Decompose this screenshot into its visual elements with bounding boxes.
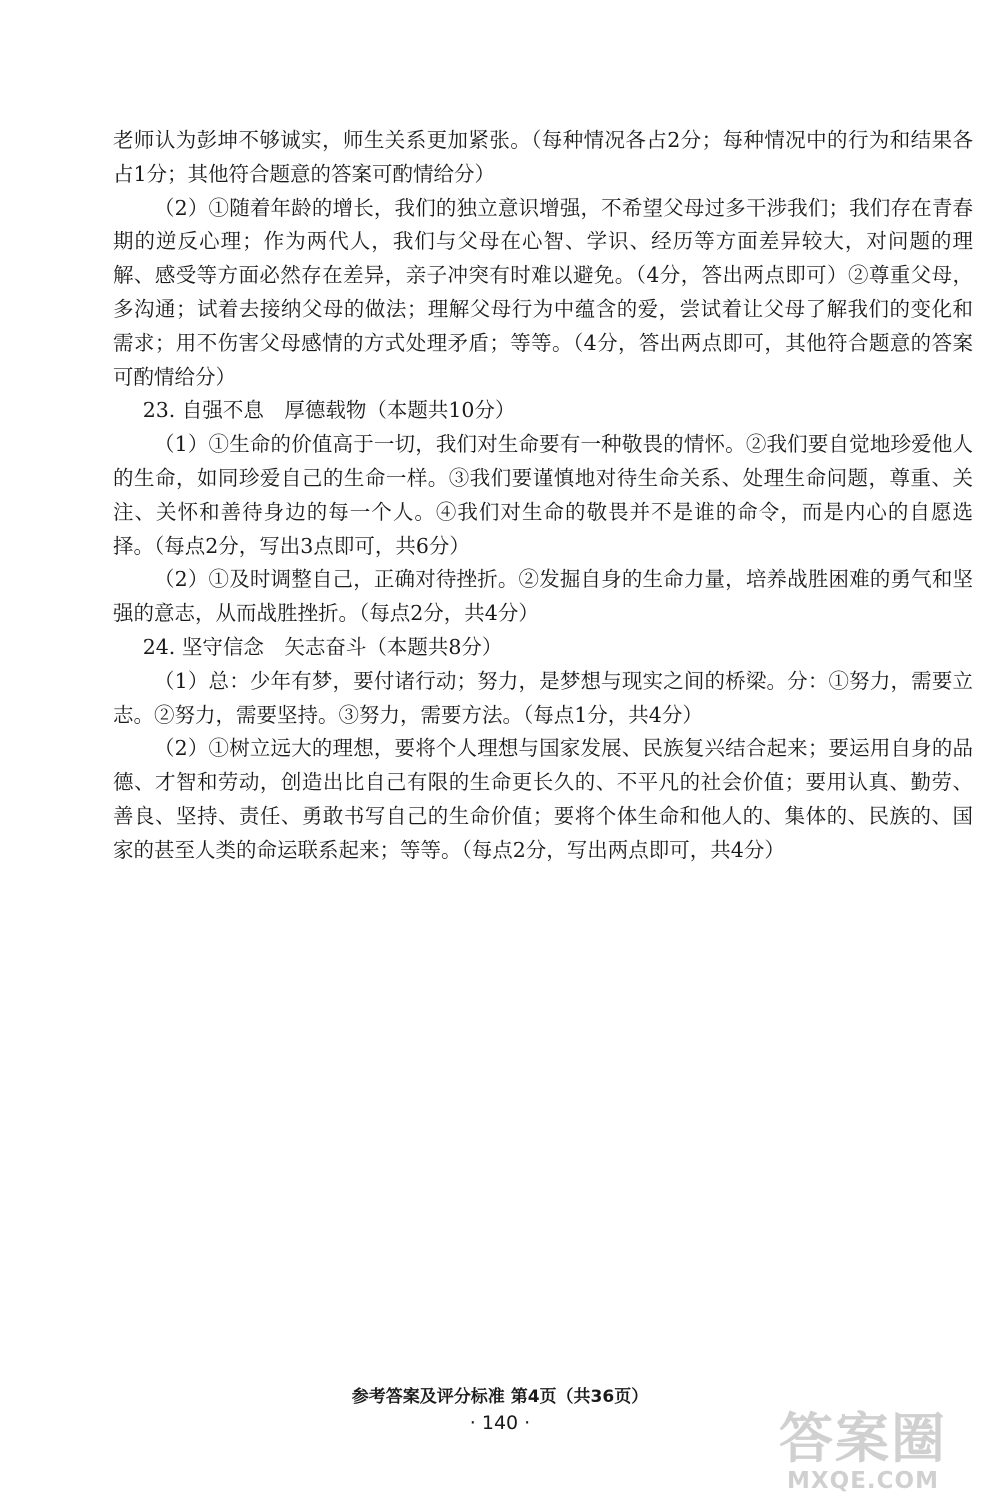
watermark-url: MXQE.COM: [787, 1468, 939, 1494]
paragraph-q23-part2: （2）①及时调整自己，正确对待挫折。②发掘自身的生命力量，培养战胜困难的勇气和坚强的意志，从而战胜挫折。（每点2分，共4分）: [113, 567, 973, 626]
question-23-heading: 23. 自强不息 厚德载物（本题共10分）: [142, 398, 516, 423]
watermark-logo-text: 答案圈: [779, 1407, 947, 1470]
watermark-logo: [748, 1407, 978, 1494]
paragraph-continued: 老师认为彭坤不够诚实，师生关系更加紧张。（每种情况各占2分；每种情况中的行为和结果各占1分；其他符合题意的答案可酌情给分）: [113, 128, 973, 186]
paragraph-q23-part1: （1）①生命的价值高于一切，我们对生命要有一种敬畏的情怀。②我们要自觉地珍爱他人的生命，如同珍爱自己的生命一样。③我们要谨慎地对待生命关系、处理生命问题，尊重、关注、关怀和善待身边的每一个人。④我们对生命的敬畏并不是谁的命令，而是内心的自愿选择。（每点2分，写出3点即可，共6分）: [113, 432, 973, 558]
answer-content: [113, 124, 973, 868]
paragraph-q24-part1: （1）总：少年有梦，要付诸行动；努力，是梦想与现实之间的桥梁。分：①努力，需要立志。②努力，需要坚持。③努力，需要方法。（每点1分，共4分）: [113, 668, 973, 727]
question-24-heading: 24. 坚守信念 矢志奋斗（本题共8分）: [142, 634, 503, 659]
paragraph-q22-part2: （2）①随着年龄的增长，我们的独立意识增强，不希望父母过多干涉我们；我们存在青春期的逆反心理；作为两代人，我们与父母在心智、学识、经历等方面差异较大，对问题的理解、感受等方面必然存在差异，亲子冲突有时难以避免。（4分，答出两点即可）②尊重父母，多沟通；试着去接纳父母的做法；理解父母行为中蕴含的爱，尝试着让父母了解我们的变化和需求；用不伤害父母感情的方式处理矛盾；等等。（4分，答出两点即可，其他符合题意的答案可酌情给分）: [113, 195, 973, 389]
paragraph-q24-part2: （2）①树立远大的理想，要将个人理想与国家发展、民族复兴结合起来；要运用自身的品德、才智和劳动，创造出比自己有限的生命更长久的、不平凡的社会价值；要用认真、勤劳、善良、坚持、责任、勇敢书写自己的生命价值；要将个体生命和他人的、集体的、民族的、国家的甚至人类的命运联系起来；等等。（每点2分，写出两点即可，共4分）: [113, 736, 973, 862]
footer-title: 参考答案及评分标准 第4页（共36页）: [351, 1387, 649, 1407]
page-number: · 140 ·: [469, 1412, 531, 1434]
